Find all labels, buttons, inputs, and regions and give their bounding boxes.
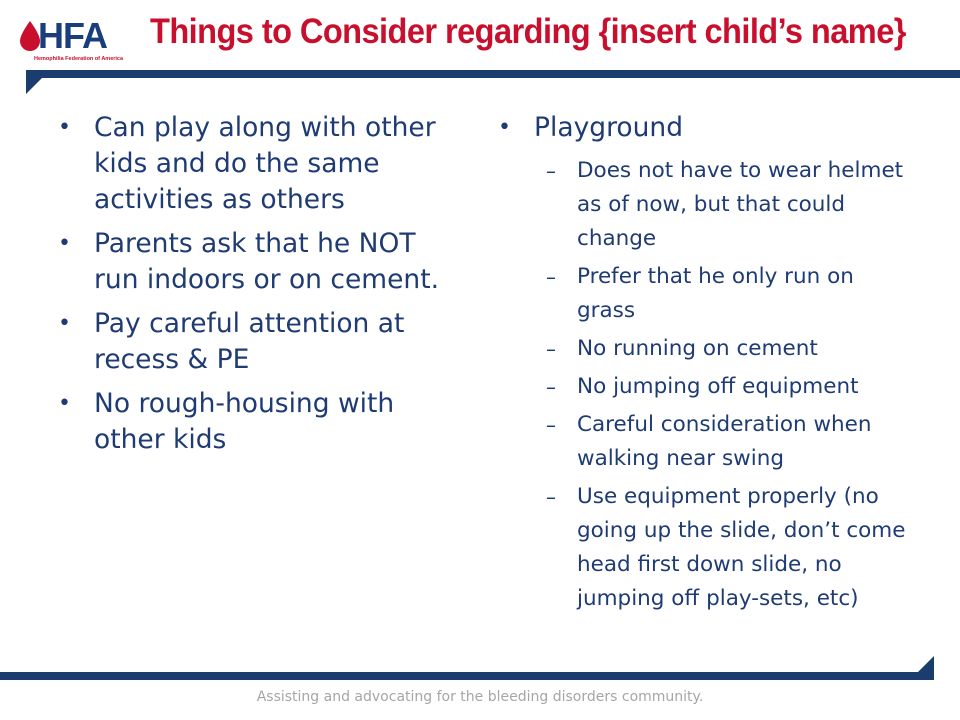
logo-subtitle: Hemophilia Federation of America <box>34 56 124 62</box>
sub-list-item: – Prefer that he only run on grass <box>498 260 918 328</box>
bullet-dot-icon: • <box>58 231 71 256</box>
header-divider <box>26 70 960 78</box>
right-bullet-list <box>498 110 918 620</box>
sub-list-item: – Careful consideration when walking near swing <box>498 408 918 476</box>
header-divider-wedge <box>26 78 42 94</box>
dash-icon: – <box>546 265 556 289</box>
sub-list-item: – No running on cement <box>498 332 918 366</box>
dash-icon: – <box>546 375 556 399</box>
sub-bullet-list <box>498 154 918 616</box>
list-item: • Parents ask that he NOT run indoors or on cement. <box>58 228 440 295</box>
sub-list-item: – Use equipment properly (no going up the slide, don’t come head first down slide, no jumping off play-sets, etc) <box>498 480 918 616</box>
sub-list-container <box>498 154 918 616</box>
footer-divider <box>0 672 934 680</box>
list-item: • No rough-housing with other kids <box>58 388 395 455</box>
dash-icon: – <box>546 159 556 183</box>
hfa-logo <box>18 14 138 66</box>
left-bullet-list <box>58 110 468 466</box>
footer-divider-wedge <box>918 656 934 672</box>
bullet-dot-icon: • <box>58 115 71 140</box>
bullet-dot-icon: • <box>498 115 511 140</box>
bullet-dot-icon: • <box>58 311 71 336</box>
slide-title: Things to Consider regarding {insert child’s name} <box>150 12 906 51</box>
dash-icon: – <box>546 413 556 437</box>
sub-list-item: – Does not have to wear helmet as of now, but that could change <box>498 154 918 256</box>
list-item: • Can play along with other kids and do the same activities as others <box>58 112 436 215</box>
list-item: • Pay careful attention at recess & PE <box>58 308 405 375</box>
logo-text: HFA <box>38 15 107 56</box>
bullet-dot-icon: • <box>58 391 71 416</box>
dash-icon: – <box>546 485 556 509</box>
list-item-playground: • Playground <box>498 110 918 146</box>
footer-tagline: Assisting and advocating for the bleeding disorders community. <box>256 689 704 705</box>
dash-icon: – <box>546 337 556 361</box>
sub-list-item: – No jumping off equipment <box>498 370 918 404</box>
